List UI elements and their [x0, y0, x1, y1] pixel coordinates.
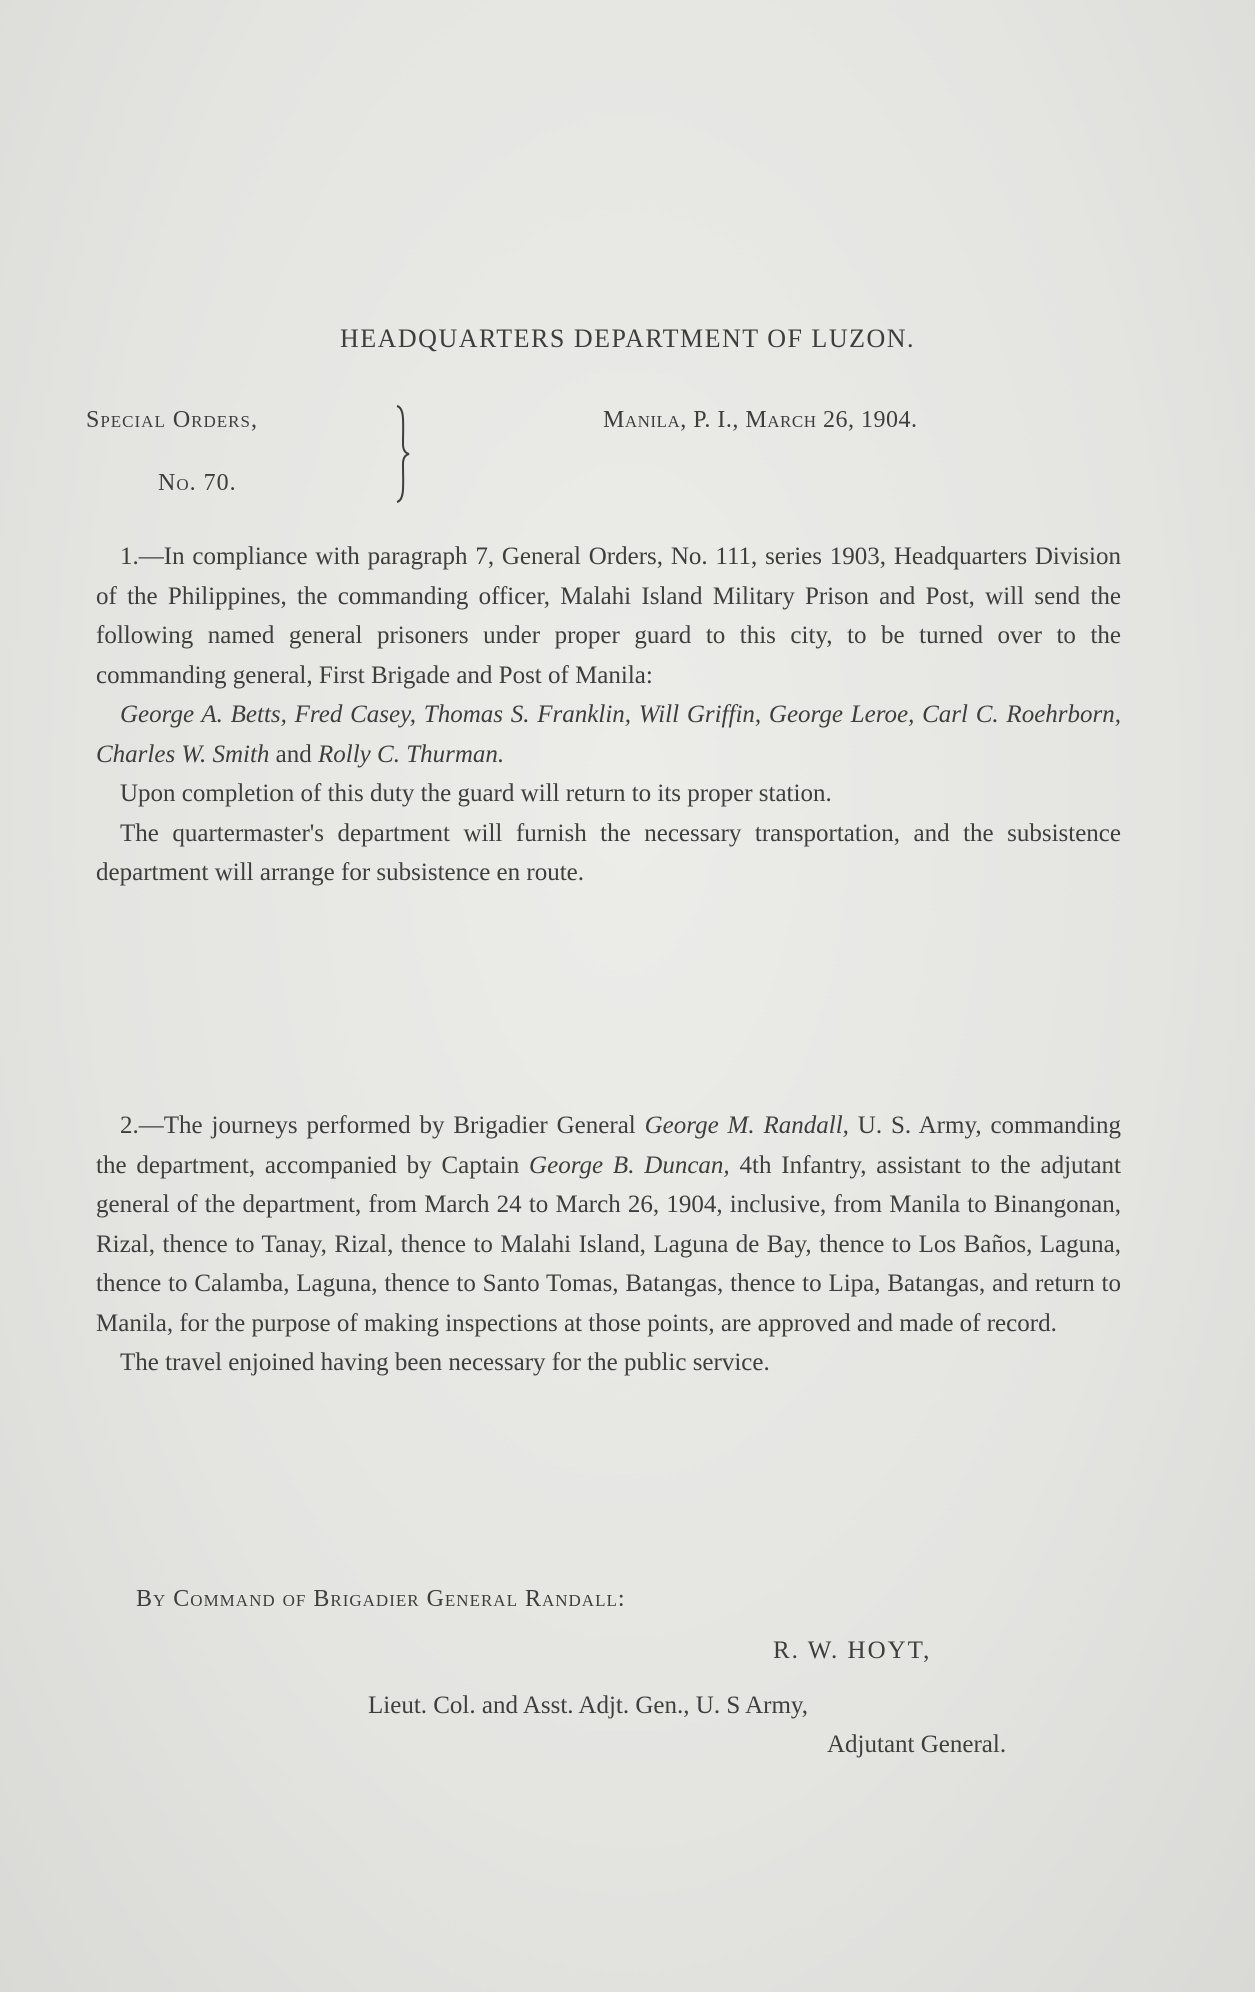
- prisoner-list-conjunction: and: [269, 740, 319, 768]
- service-statement: The travel enjoined having been necessary for the public service.: [120, 1349, 770, 1376]
- paragraph-1-intro: 1.—In compliance with paragraph 7, General Orders, No. 111, series 1903, Headquarters Division of the Philippines, the commanding officer, Malahi Island Military Prison and Post, will send the following named general prisoners under proper guard to this city, to be turned over to the commanding general, First Brigade and Post of Manila:: [96, 543, 1121, 689]
- general-name: George M. Randall,: [644, 1112, 849, 1139]
- place-and-date: Manila, P. I., March 26, 1904.: [603, 407, 918, 433]
- journey-text-2: U. S. Army, commanding the department, accompanied by Captain: [96, 1112, 1121, 1179]
- signer-role: Adjutant General.: [827, 1731, 1007, 1758]
- signer-title: Lieut. Col. and Asst. Adjt. Gen., U. S Army,: [368, 1692, 809, 1719]
- captain-name: George B. Duncan,: [529, 1151, 730, 1179]
- prisoner-names-b: Rolly C. Thurman.: [318, 740, 505, 768]
- paragraph-2: [96, 1106, 1121, 1383]
- journey-paragraph: [96, 1106, 1121, 1343]
- document-heading: HEADQUARTERS DEPARTMENT OF LUZON.: [339, 324, 916, 353]
- journey-text-1: 2.—The journeys performed by Brigadier General: [120, 1112, 645, 1139]
- return-instruction: Upon completion of this duty the guard will return to its proper station.: [120, 780, 832, 807]
- brace-icon: [393, 404, 413, 504]
- prisoner-names-a: George A. Betts, Fred Casey, Thomas S. Franklin, Will Griffin, George Leroe, Carl C. Roehrborn, Charles W. Smith: [96, 701, 1121, 768]
- paragraph-1: [96, 537, 1121, 893]
- special-orders-label: Special Orders,: [86, 407, 258, 433]
- command-line: By Command of Brigadier General Randall:: [136, 1586, 626, 1612]
- special-orders-number: No. 70.: [158, 470, 237, 496]
- transport-instruction: The quartermaster's department will furnish the necessary transportation, and the subsistence department will arrange for subsistence en route.: [96, 819, 1121, 886]
- prisoner-list: [96, 695, 1121, 774]
- journey-text-3: 4th Infantry, assistant to the adjutant general of the department, from March 24 to March 26, 1904, inclusive, from Manila to Binangonan, Rizal, thence to Tanay, Rizal, thence to Malahi Island, Laguna de Bay, thence to Los Baños, Laguna, thence to Calamba, Laguna, thence to Santo Tomas, Batangas, thence to Lipa, Batangas, and return to Manila, for the purpose of making inspections at those points, are approved and made of record.: [96, 1151, 1122, 1337]
- signer-name: R. W. HOYT,: [773, 1637, 932, 1664]
